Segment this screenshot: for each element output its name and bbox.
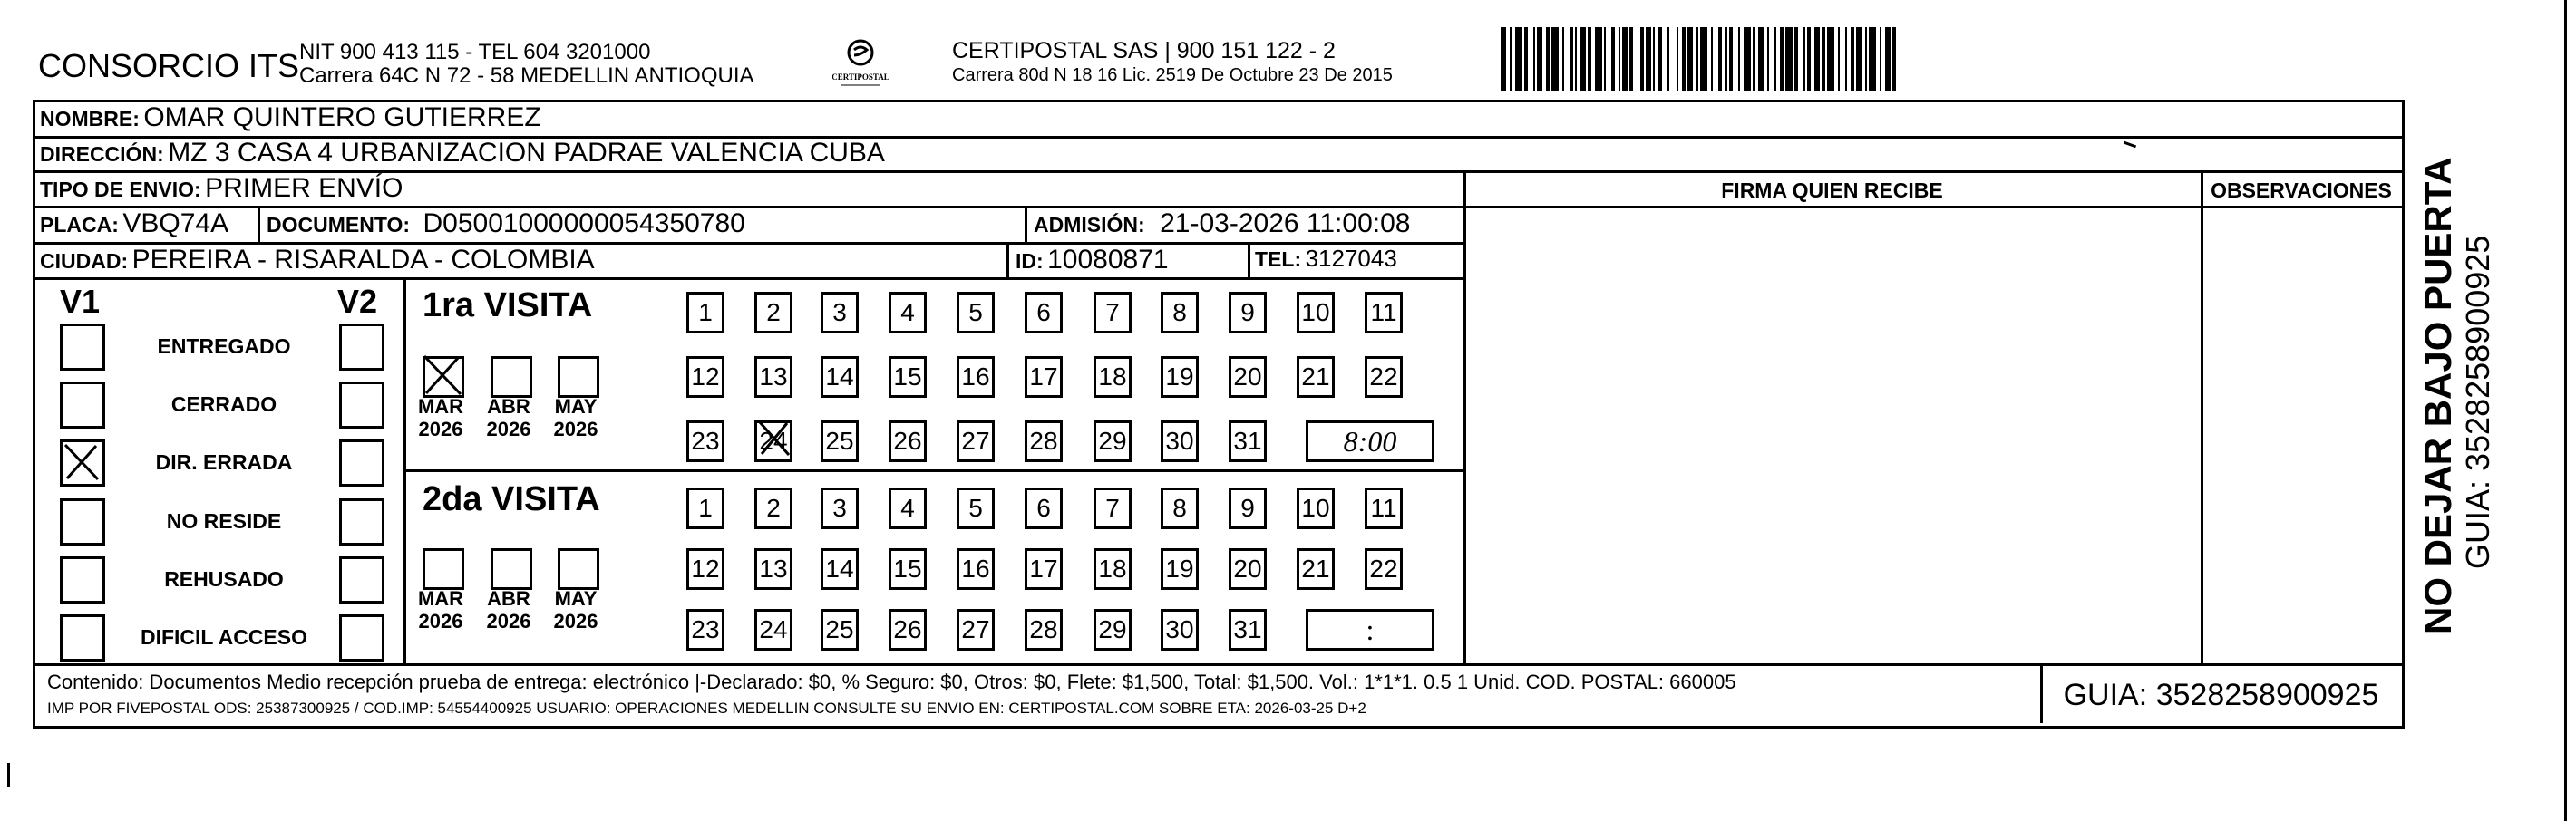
first-day-20[interactable]: 20 — [1229, 356, 1267, 398]
barcode — [1501, 27, 2226, 91]
ciudad-value: PEREIRA - RISARALDA - COLOMBIA — [131, 245, 595, 275]
first-day-21[interactable]: 21 — [1297, 356, 1335, 398]
second-day-31[interactable]: 31 — [1229, 609, 1267, 651]
second-day-10[interactable]: 10 — [1297, 488, 1335, 529]
ciudad-cell — [40, 245, 595, 275]
tipo-row — [40, 173, 403, 204]
v2-checkbox[interactable] — [339, 382, 384, 429]
first-day-11[interactable]: 11 — [1365, 292, 1403, 333]
id-cell — [1016, 245, 1169, 275]
year-label: 2026 — [486, 418, 531, 440]
side-guia: GUIA: 3528258900925 — [2459, 235, 2496, 569]
barcode-bar — [1515, 27, 1522, 91]
second-day-24[interactable]: 24 — [754, 609, 792, 651]
barcode-bar — [1633, 27, 1640, 91]
divider — [1463, 170, 1466, 666]
year-label: 2026 — [553, 418, 598, 440]
v2-label: V2 — [337, 283, 378, 320]
second-day-27[interactable]: 27 — [957, 609, 995, 651]
placa-value: VBQ74A — [122, 208, 229, 238]
first-day-22[interactable]: 22 — [1365, 356, 1403, 398]
v1-label: V1 — [60, 283, 101, 320]
first-day-30[interactable]: 30 — [1161, 420, 1199, 462]
admision-value: 21-03-2026 11:00:08 — [1160, 208, 1411, 238]
first-day-10[interactable]: 10 — [1297, 292, 1335, 333]
second-day-15[interactable]: 15 — [889, 548, 927, 590]
month-checkbox-abr[interactable] — [491, 548, 532, 590]
first-day-23[interactable]: 23 — [686, 420, 724, 462]
v1-checkbox[interactable] — [60, 614, 105, 662]
tel-label: TEL: — [1255, 247, 1302, 271]
month-label: MAY — [554, 395, 598, 418]
v1-checkbox[interactable] — [60, 324, 105, 371]
x-mark-icon — [756, 419, 792, 459]
first-day-13[interactable]: 13 — [754, 356, 792, 398]
month-label: ABR — [487, 587, 530, 610]
divider — [403, 469, 1465, 472]
first-day-18[interactable]: 18 — [1094, 356, 1132, 398]
divider — [403, 277, 406, 665]
second-day-29[interactable]: 29 — [1094, 609, 1132, 651]
v1-checkbox[interactable] — [60, 498, 105, 546]
first-day-7[interactable]: 7 — [1094, 292, 1132, 333]
v1-checkbox[interactable] — [60, 556, 105, 604]
first-day-24[interactable]: 24 — [754, 420, 792, 462]
second-day-2[interactable]: 2 — [754, 488, 792, 529]
divider — [33, 277, 1465, 280]
barcode-bar — [1551, 27, 1559, 91]
status-option-label: DIR. ERRADA — [155, 450, 293, 474]
direccion-value: MZ 3 CASA 4 URBANIZACION PADRAE VALENCIA CUBA — [168, 138, 885, 168]
company-address: Carrera 64C N 72 - 58 MEDELLIN ANTIOQUIA — [299, 63, 754, 88]
barcode-bar — [1700, 27, 1707, 91]
barcode-bar — [1744, 27, 1751, 91]
first-day-3[interactable]: 3 — [821, 292, 859, 333]
first-day-26[interactable]: 26 — [889, 420, 927, 462]
first-visit-time-field[interactable]: 8:00 — [1306, 420, 1434, 462]
nombre-row — [40, 102, 541, 133]
nombre-label: NOMBRE: — [40, 107, 140, 130]
month-label: ABR — [487, 395, 530, 418]
id-label: ID: — [1016, 249, 1044, 273]
second-day-30[interactable]: 30 — [1161, 609, 1199, 651]
second-day-26[interactable]: 26 — [889, 609, 927, 651]
x-mark-icon — [421, 353, 464, 398]
second-day-28[interactable]: 28 — [1025, 609, 1063, 651]
documento-value: D05001000000054350780 — [423, 208, 745, 238]
first-day-31[interactable]: 31 — [1229, 420, 1267, 462]
v2-checkbox[interactable] — [339, 439, 384, 487]
second-day-11[interactable]: 11 — [1365, 488, 1403, 529]
first-day-8[interactable]: 8 — [1161, 292, 1199, 333]
divider — [1025, 206, 1027, 242]
first-day-4[interactable]: 4 — [889, 292, 927, 333]
documento-label: DOCUMENTO: — [267, 213, 411, 237]
company-name: CONSORCIO ITS — [38, 47, 300, 84]
svg-text:CERTIPOSTAL: CERTIPOSTAL — [832, 72, 889, 82]
tel-value: 3127043 — [1305, 245, 1397, 272]
status-option-label: CERRADO — [170, 392, 277, 416]
firma-header: FIRMA QUIEN RECIBE — [1721, 179, 1943, 202]
divider — [2201, 170, 2203, 666]
direccion-label: DIRECCIÓN: — [40, 142, 164, 166]
month-checkbox-abr[interactable] — [491, 356, 532, 398]
divider — [1248, 242, 1250, 278]
barcode-bar — [1785, 27, 1793, 91]
second-day-25[interactable]: 25 — [821, 609, 859, 651]
second-day-5[interactable]: 5 — [957, 488, 995, 529]
second-day-1[interactable]: 1 — [686, 488, 724, 529]
second-day-19[interactable]: 19 — [1161, 548, 1199, 590]
stray-mark — [7, 763, 10, 787]
first-day-5[interactable]: 5 — [957, 292, 995, 333]
status-option-label: REHUSADO — [164, 567, 284, 591]
footer-contents: Contenido: Documentos Medio recepción prueba de entrega: electrónico |-Declarado: $0, % Seguro: $0, Otros: $0, Flete: $1,500, Total: $1,500. Vol.: 1*1*1. 0.5 1 Unid. COD. POSTAL: 660005 — [47, 671, 1736, 693]
admision-cell — [1034, 208, 1410, 239]
direccion-row — [40, 138, 885, 169]
barcode-bar — [1827, 27, 1834, 91]
first-day-6[interactable]: 6 — [1025, 292, 1063, 333]
second-day-17[interactable]: 17 — [1025, 548, 1063, 590]
v2-checkbox[interactable] — [339, 556, 384, 604]
first-day-19[interactable]: 19 — [1161, 356, 1199, 398]
certipostal-logo — [832, 34, 889, 91]
divider — [1006, 242, 1009, 278]
v2-checkbox[interactable] — [339, 324, 384, 371]
tipo-value: PRIMER ENVÍO — [205, 173, 403, 203]
second-day-20[interactable]: 20 — [1229, 548, 1267, 590]
status-option-label: DIFICIL ACCESO — [140, 625, 307, 649]
barcode-bar — [1595, 27, 1602, 91]
month-checkbox-may[interactable] — [558, 548, 599, 590]
v2-checkbox[interactable] — [339, 498, 384, 546]
status-option-label: ENTREGADO — [157, 334, 291, 358]
second-day-8[interactable]: 8 — [1161, 488, 1199, 529]
second-visit-time-field[interactable]: : — [1306, 609, 1434, 651]
month-checkbox-may[interactable] — [558, 356, 599, 398]
id-value: 10080871 — [1047, 245, 1169, 275]
nombre-value: OMAR QUINTERO GUTIERREZ — [143, 102, 541, 132]
outer-right-edge — [2564, 0, 2567, 821]
first-day-27[interactable]: 27 — [957, 420, 995, 462]
x-mark-icon — [62, 441, 102, 483]
divider — [33, 663, 2402, 666]
first-day-12[interactable]: 12 — [686, 356, 724, 398]
second-day-3[interactable]: 3 — [821, 488, 859, 529]
second-day-13[interactable]: 13 — [754, 548, 792, 590]
barcode-bar — [1896, 27, 1898, 91]
footer-guia: GUIA: 3528258900925 — [2063, 678, 2379, 712]
second-day-18[interactable]: 18 — [1094, 548, 1132, 590]
month-label: MAR — [417, 587, 464, 610]
year-label: 2026 — [486, 610, 531, 633]
first-day-29[interactable]: 29 — [1094, 420, 1132, 462]
year-label: 2026 — [553, 610, 598, 633]
ciudad-label: CIUDAD: — [40, 249, 129, 273]
month-label: MAR — [417, 395, 464, 418]
first-day-9[interactable]: 9 — [1229, 292, 1267, 333]
second-day-9[interactable]: 9 — [1229, 488, 1267, 529]
tel-cell — [1255, 245, 1397, 273]
first-day-25[interactable]: 25 — [821, 420, 859, 462]
month-label: MAY — [554, 587, 598, 610]
second-day-14[interactable]: 14 — [821, 548, 859, 590]
second-day-23[interactable]: 23 — [686, 609, 724, 651]
first-day-1[interactable]: 1 — [686, 292, 724, 333]
first-day-16[interactable]: 16 — [957, 356, 995, 398]
courier-name: CERTIPOSTAL SAS | 900 151 122 - 2 — [952, 38, 1336, 63]
second-day-22[interactable]: 22 — [1365, 548, 1403, 590]
second-day-4[interactable]: 4 — [889, 488, 927, 529]
first-day-17[interactable]: 17 — [1025, 356, 1063, 398]
first-day-14[interactable]: 14 — [821, 356, 859, 398]
year-label: 2026 — [418, 610, 463, 633]
v1-checkbox[interactable] — [60, 382, 105, 429]
first-day-15[interactable]: 15 — [889, 356, 927, 398]
first-day-28[interactable]: 28 — [1025, 420, 1063, 462]
first-day-2[interactable]: 2 — [754, 292, 792, 333]
barcode-bar — [1869, 27, 1876, 91]
observaciones-header: OBSERVACIONES — [2211, 179, 2392, 202]
first-visit-title: 1ra VISITA — [423, 286, 593, 324]
admision-label: ADMISIÓN: — [1034, 213, 1145, 237]
year-label: 2026 — [418, 418, 463, 440]
v2-checkbox[interactable] — [339, 614, 384, 662]
divider — [258, 206, 260, 242]
barcode-bar — [1669, 27, 1677, 91]
second-visit-title: 2da VISITA — [423, 480, 600, 518]
footer-print-info: IMP POR FIVEPOSTAL ODS: 25387300925 / COD.IMP: 54554400925 USUARIO: OPERACIONES MEDELLIN CONSULTE SU ENVIO EN: CERTIPOSTAL.COM SOBRE ETA: 2026-03-25 D+2 — [47, 700, 1366, 717]
tipo-label: TIPO DE ENVIO: — [40, 178, 201, 201]
documento-cell — [267, 208, 745, 239]
second-day-6[interactable]: 6 — [1025, 488, 1063, 529]
courier-address: Carrera 80d N 18 16 Lic. 2519 De Octubre 23 De 2015 — [952, 65, 1393, 85]
side-notice: NO DEJAR BAJO PUERTA — [2416, 157, 2459, 634]
second-day-7[interactable]: 7 — [1094, 488, 1132, 529]
second-day-16[interactable]: 16 — [957, 548, 995, 590]
placa-label: PLACA: — [40, 213, 119, 237]
status-option-label: NO RESIDE — [166, 509, 282, 533]
company-nit-tel: NIT 900 413 115 - TEL 604 3201000 — [299, 40, 651, 64]
second-day-12[interactable]: 12 — [686, 548, 724, 590]
placa-cell — [40, 208, 228, 239]
month-checkbox-mar[interactable] — [423, 548, 464, 590]
second-day-21[interactable]: 21 — [1297, 548, 1335, 590]
